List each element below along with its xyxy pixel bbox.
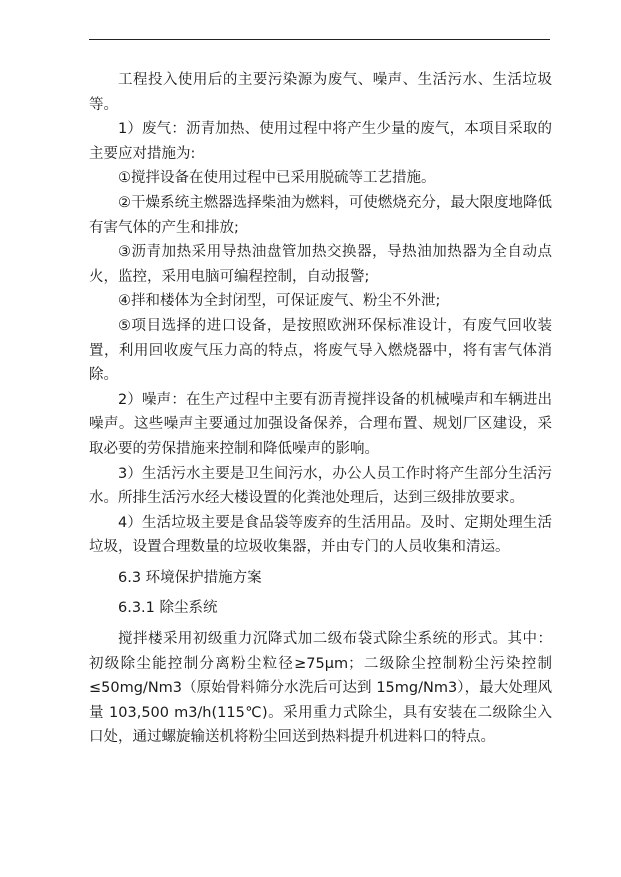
exhaust-gas-measure-3: ③沥青加热采用导热油盘管加热交换器，导热油加热器为全自动点火，监控，采用电脑可编程控制，自动报警; — [89, 244, 552, 285]
intro-paragraph: 工程投入使用后的主要污染源为废气、噪声、生活污水、生活垃圾等。 — [89, 72, 552, 113]
sewage-paragraph: 3）生活污水主要是卫生间污水，办公人员工作时将产生部分生活污水。所排生活污水经大楼设置的化粪池处理后，达到三级排放要求。 — [89, 465, 552, 507]
document-body — [89, 68, 552, 750]
noise-paragraph: 2）噪声：在生产过程中主要有沥青搅拌设备的机械噪声和车辆进出噪声。这些噪声主要通过加强设备保养，合理布置、规划厂区建设，采取必要的劳保措施来控制和降低噪声的影响。 — [89, 391, 552, 457]
dust-removal-paragraph: 搅拌楼采用初级重力沉降式加二级布袋式除尘系统的形式。其中：初级除尘能控制分离粉尘粒径≥75μm；二级除尘控制粉尘污染控制≤50mg/Nm3（原始骨料筛分水洗后可达到 15mg/Nm3），最大处理风量 103,500 m3/h(115℃)。采用重力式除尘，具有安装在二级除尘入口处，通过螺旋输送机将粉尘回送到热料提升机进料口的特点。 — [89, 631, 552, 746]
exhaust-gas-measure-5: ⑤项目选择的进口设备，是按照欧洲环保标准设计，有废气回收装置，利用回收废气压力高的特点，将废气导入燃烧器中，将有害气体消除。 — [89, 317, 552, 384]
section-heading-6-3-1: 6.3.1 除尘系统 — [118, 600, 218, 617]
exhaust-gas-measure-2: ②干燥系统主燃器选择柴油为燃料，可使燃烧充分，最大限度地降低有害气体的产生和排放; — [89, 194, 552, 236]
section-heading-6-3: 6.3 环境保护措施方案 — [118, 569, 262, 586]
header-rule — [89, 39, 550, 40]
garbage-paragraph: 4）生活垃圾主要是食品袋等废弃的生活用品。及时、定期处理生活垃圾，设置合理数量的垃圾收集器，并由专门的人员收集和清运。 — [89, 514, 552, 556]
exhaust-gas-heading: 1）废气：沥青加热、使用过程中将产生少量的废气，本项目采取的主要应对措施为: — [89, 121, 552, 162]
exhaust-gas-measure-1: ①搅拌设备在使用过程中已采用脱硫等工艺措施。 — [118, 170, 436, 187]
exhaust-gas-measure-4: ④拌和楼体为全封闭型，可保证废气、粉尘不外泄; — [118, 293, 441, 310]
